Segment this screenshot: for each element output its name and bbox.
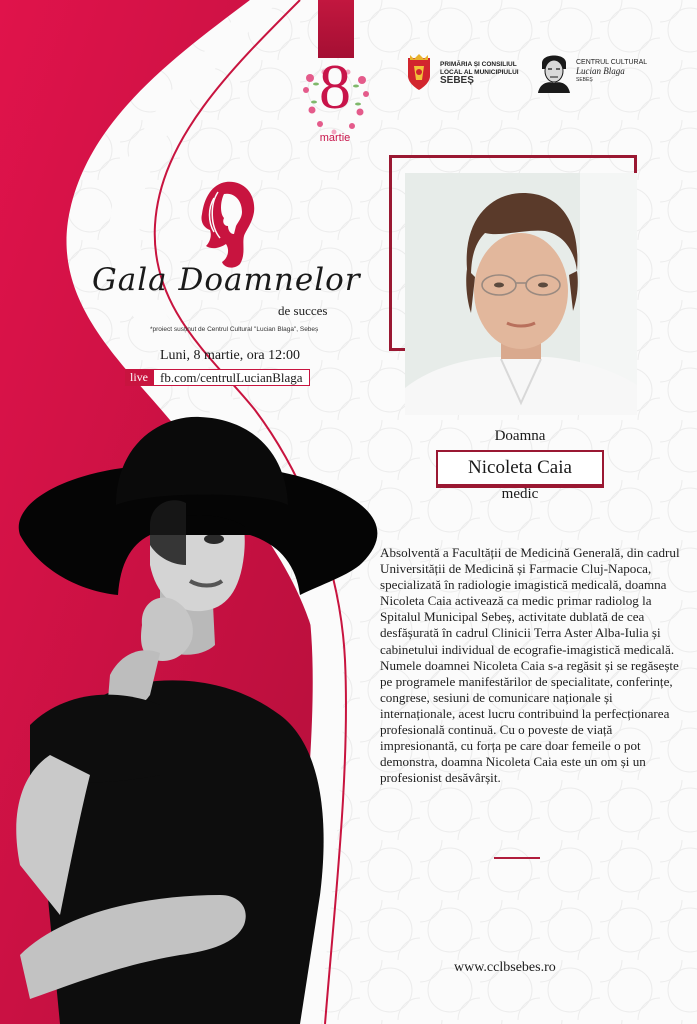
honoree-bio: Absolventă a Facultății de Medicină Generală, din cadrul Universității de Medicină și Farmacie Cluj-Napoca, specializată în radiologie imagistică medicală, doamna Nicoleta Caia activează ca medic primar radiolog la Spitalul Municipal Sebeș, activitate dublată de cea desfășurată în cadrul Clinicii Terra Aster Alba-Iulia și cabinetului individual de ecografie-imagistică medicală. Numele doamnei Nicoleta Caia s-a regăsit și se regăsește pe programele manifestărilor de specialitate, conferințe, congrese, sesiuni de comunicare naționale și internaționale, acest lucru contribuind la perfecționarea profesională continuă. Cu o poveste de viață impresionantă, cu forța pe care doar femeile o pot demonstra, doamna Nicoleta Caia este un om și un profesionist desăvârșit. xyxy=(380,545,680,786)
ccb-script: Lucian Blaga xyxy=(576,65,625,76)
primaria-logo xyxy=(404,50,534,96)
bio-divider xyxy=(494,857,540,859)
woman-profile-icon xyxy=(184,178,264,270)
event-date-time: Luni, 8 martie, ora 12:00 xyxy=(160,348,300,363)
honoree-name: Nicoleta Caia xyxy=(436,450,604,486)
top-ribbon xyxy=(318,0,354,58)
ccb-line1: CENTRUL CULTURAL xyxy=(576,58,648,66)
primaria-text xyxy=(440,61,519,85)
primaria-line1: PRIMĂRIA ȘI CONSILIUL xyxy=(440,61,517,68)
lucian-blaga-portrait-icon xyxy=(536,49,572,93)
primaria-line2: LOCAL AL MUNICIPIULUI xyxy=(440,69,519,76)
event-note: *proiect susținut de Centrul Cultural "Lucian Blaga", Sebeș xyxy=(150,326,319,333)
live-row xyxy=(125,369,310,386)
facebook-link[interactable]: fb.com/centrulLucianBlaga xyxy=(153,369,310,386)
honoree-photo xyxy=(405,173,637,415)
event-subtitle: de succes xyxy=(278,303,328,318)
ccb-text xyxy=(576,58,647,85)
badge-month: martie xyxy=(319,132,351,144)
badge-number: 8 xyxy=(319,51,351,122)
ccb-city: SEBEȘ xyxy=(576,76,593,83)
honoree-prefix: Doamna xyxy=(494,428,546,444)
woman-with-hat-illustration xyxy=(0,395,390,1024)
website-link[interactable]: www.cclbsebes.ro xyxy=(454,960,556,975)
live-badge: live xyxy=(125,369,153,386)
event-title: Gala Doamnelor xyxy=(92,262,361,298)
primaria-city: SEBEȘ xyxy=(440,75,474,86)
honoree-profession: medic xyxy=(501,486,539,502)
ccb-logo xyxy=(536,48,656,94)
coat-of-arms-icon xyxy=(404,54,434,92)
